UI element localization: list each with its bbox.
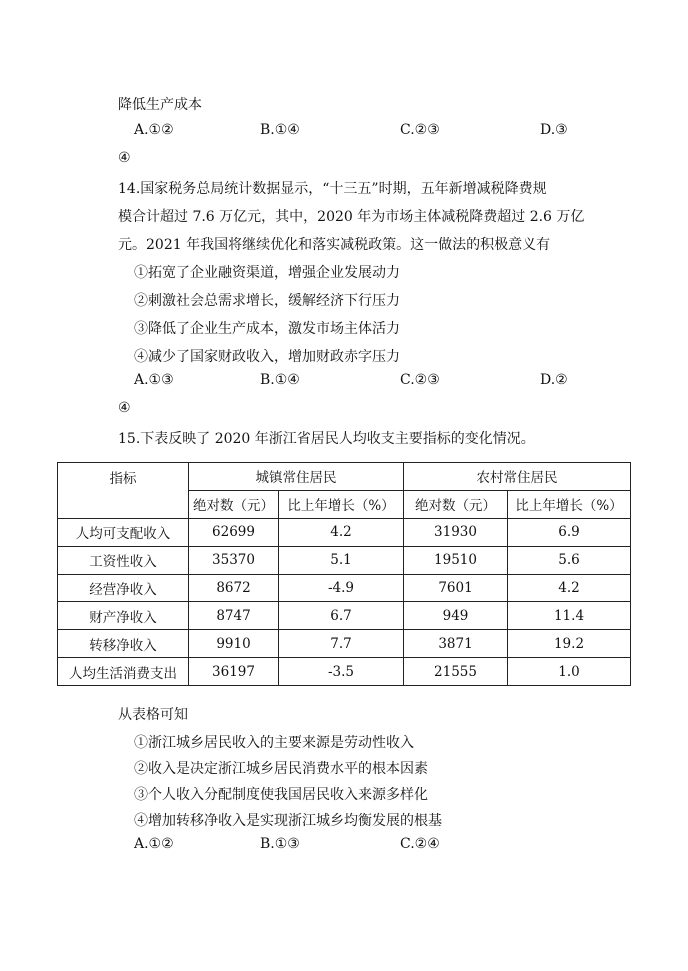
cell-urban-growth: 7.7 bbox=[279, 630, 404, 658]
q14-statement-1: ①拓宽了企业融资渠道，增强企业发展动力 bbox=[134, 265, 400, 281]
q15-lead: 从表格可知 bbox=[118, 707, 188, 723]
cell-rural-growth: 4.2 bbox=[508, 574, 631, 602]
q14-line-2: 模合计超过 7.6 万亿元，其中，2020 年为市场主体减税降费超过 2.6 万亿 bbox=[118, 209, 585, 225]
income-table bbox=[57, 462, 631, 686]
q14-option-a: A.①③ bbox=[134, 372, 174, 388]
cell-rural-absolute: 3871 bbox=[404, 630, 508, 658]
prev-option-a: A.①② bbox=[134, 122, 174, 138]
header-rural-group: 农村常住居民 bbox=[404, 463, 631, 491]
cell-rural-absolute: 949 bbox=[404, 602, 508, 630]
table-row bbox=[58, 546, 631, 574]
q15-statement-3: ③个人收入分配制度使我国居民收入来源多样化 bbox=[134, 787, 428, 803]
subheader-rural-absolute: 绝对数（元） bbox=[404, 490, 508, 518]
cell-urban-absolute: 36197 bbox=[189, 658, 279, 686]
prev-option-b: B.①④ bbox=[260, 122, 300, 138]
row-label: 人均可支配收入 bbox=[58, 518, 189, 546]
prev-option-d: D.③ bbox=[540, 122, 568, 138]
cell-urban-growth: 4.2 bbox=[279, 518, 404, 546]
subheader-urban-growth: 比上年增长（%） bbox=[279, 490, 404, 518]
cell-urban-growth: 6.7 bbox=[279, 602, 404, 630]
prev-question-tail: 降低生产成本 bbox=[118, 97, 202, 113]
cell-urban-absolute: 35370 bbox=[189, 546, 279, 574]
cell-urban-absolute: 9910 bbox=[189, 630, 279, 658]
q14-line-3: 元。2021 年我国将继续优化和落实减税政策。这一做法的积极意义有 bbox=[118, 237, 551, 253]
cell-urban-growth: -3.5 bbox=[279, 658, 404, 686]
q15-option-c: C.②④ bbox=[400, 836, 440, 852]
header-indicator: 指标 bbox=[58, 463, 189, 519]
table-header-row bbox=[58, 463, 631, 491]
q14-option-wrap: ④ bbox=[118, 400, 131, 416]
row-label: 工资性收入 bbox=[58, 546, 189, 574]
subheader-urban-absolute: 绝对数（元） bbox=[189, 490, 279, 518]
header-urban-group: 城镇常住居民 bbox=[189, 463, 404, 491]
row-label: 转移净收入 bbox=[58, 630, 189, 658]
cell-rural-growth: 11.4 bbox=[508, 602, 631, 630]
subheader-rural-growth: 比上年增长（%） bbox=[508, 490, 631, 518]
q14-statement-3: ③降低了企业生产成本，激发市场主体活力 bbox=[134, 321, 400, 337]
q14-statement-4: ④减少了国家财政收入，增加财政赤字压力 bbox=[134, 349, 400, 365]
prev-option-c: C.②③ bbox=[400, 122, 440, 138]
table-row bbox=[58, 658, 631, 686]
cell-rural-growth: 19.2 bbox=[508, 630, 631, 658]
q14-statement-2: ②刺激社会总需求增长，缓解经济下行压力 bbox=[134, 293, 400, 309]
q15-option-b: B.①③ bbox=[260, 836, 300, 852]
q15-intro: 15.下表反映了 2020 年浙江省居民人均收支主要指标的变化情况。 bbox=[118, 431, 535, 447]
cell-rural-growth: 1.0 bbox=[508, 658, 631, 686]
table-row bbox=[58, 518, 631, 546]
q15-statement-4: ④增加转移净收入是实现浙江城乡均衡发展的根基 bbox=[134, 813, 442, 829]
q15-statement-1: ①浙江城乡居民收入的主要来源是劳动性收入 bbox=[134, 735, 414, 751]
table-row bbox=[58, 574, 631, 602]
cell-rural-absolute: 7601 bbox=[404, 574, 508, 602]
row-label: 经营净收入 bbox=[58, 574, 189, 602]
q15-option-a: A.①② bbox=[134, 836, 174, 852]
cell-urban-absolute: 8672 bbox=[189, 574, 279, 602]
row-label: 人均生活消费支出 bbox=[58, 658, 189, 686]
cell-rural-absolute: 19510 bbox=[404, 546, 508, 574]
q14-line-1: 14.国家税务总局统计数据显示，“十三五”时期，五年新增减税降费规 bbox=[118, 181, 547, 197]
q15-statement-2: ②收入是决定浙江城乡居民消费水平的根本因素 bbox=[134, 761, 428, 777]
table-row bbox=[58, 630, 631, 658]
cell-urban-growth: 5.1 bbox=[279, 546, 404, 574]
cell-rural-absolute: 21555 bbox=[404, 658, 508, 686]
cell-rural-growth: 6.9 bbox=[508, 518, 631, 546]
row-label: 财产净收入 bbox=[58, 602, 189, 630]
cell-rural-absolute: 31930 bbox=[404, 518, 508, 546]
cell-urban-absolute: 8747 bbox=[189, 602, 279, 630]
cell-urban-growth: -4.9 bbox=[279, 574, 404, 602]
cell-urban-absolute: 62699 bbox=[189, 518, 279, 546]
q14-option-d: D.② bbox=[540, 372, 568, 388]
cell-rural-growth: 5.6 bbox=[508, 546, 631, 574]
q14-option-b: B.①④ bbox=[260, 372, 300, 388]
table-row bbox=[58, 602, 631, 630]
prev-option-wrap: ④ bbox=[118, 150, 131, 166]
q14-option-c: C.②③ bbox=[400, 372, 440, 388]
